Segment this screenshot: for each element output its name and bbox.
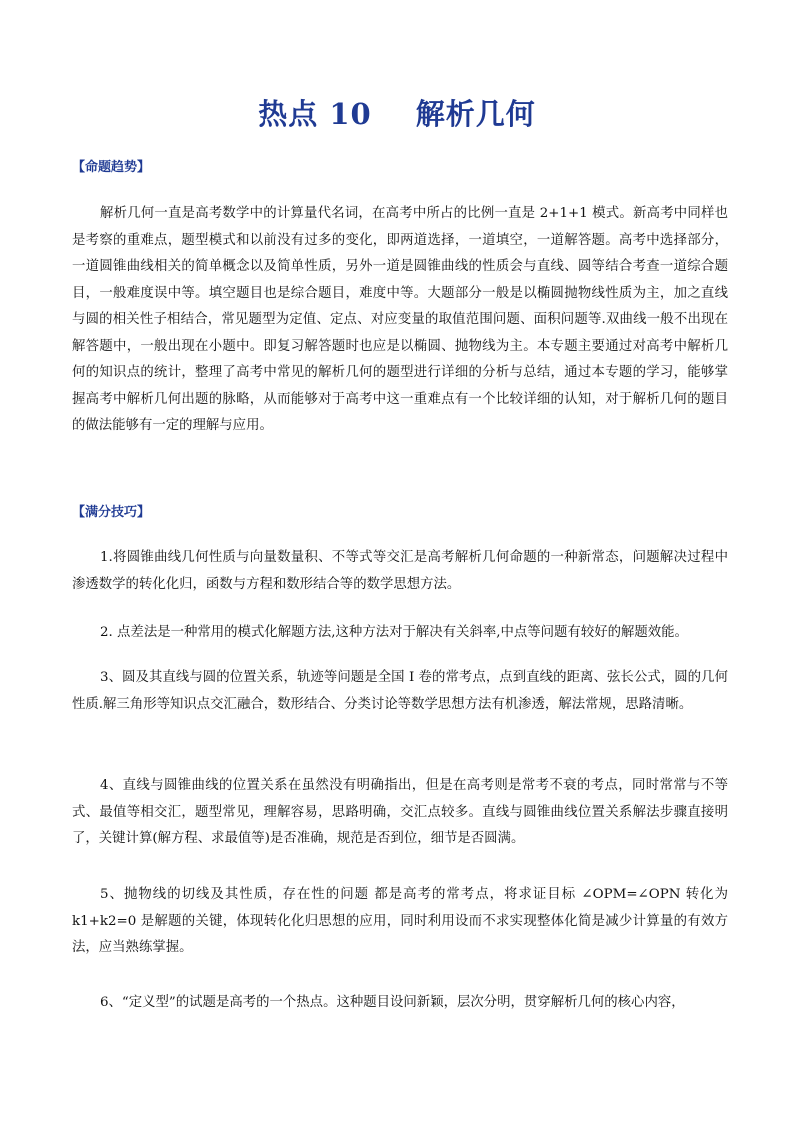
section-heading-skills: 【满分技巧】 — [72, 505, 151, 520]
paragraph-skill-3: 3、圆及其直线与圆的位置关系，轨迹等问题是全国 I 卷的常考点，点到直线的距离、弦长公式，圆的几何性质.解三角形等知识点交汇融合，数形结合、分类讨论等数学思想方法有机渗透，解法常规，思路清晰。 — [72, 670, 728, 712]
paragraph-skill-1: 1.将圆锥曲线几何性质与向量数量积、不等式等交汇是高考解析几何命题的一种新常态，问题解决过程中渗透数学的转化化归，函数与方程和数形结合等的数学思想方法。 — [72, 550, 728, 592]
paragraph-trend: 解析几何一直是高考数学中的计算量代名词，在高考中所占的比例一直是 2+1+1 模式。新高考中同样也是考察的重难点，题型模式和以前没有过多的变化，即两道选择，一道填空，一道解答题。高考中选择部分，一道圆锥曲线相关的简单概念以及简单性质，另外一道是圆锥曲线的性质会与直线、圆等结合考查一道综合题目，一般难度误中等。填空题目也是综合题目，难度中等。大题部分一般是以椭圆抛物线性质为主，加之直线与圆的相关性子相结合，常见题型为定值、定点、对应变量的取值范围问题、面积问题等.双曲线一般不出现在解答题中，一般出现在小题中。即复习解答题时也应是以椭圆、抛物线为主。本专题主要通过对高考中解析几何的知识点的统计，整理了高考中常见的解析几何的题型进行详细的分析与总结，通过本专题的学习，能够掌握高考中解析几何出题的脉略，从而能够对于高考中这一重难点有一个比较详细的认知，对于解析几何的题目的做法能够有一定的理解与应用。 — [72, 206, 728, 433]
paragraph-skill-6: 6、“定义型”的试题是高考的一个热点。这种题目设问新颖，层次分明，贯穿解析几何的核心内容， — [100, 995, 685, 1010]
title-main: 解析几何 — [415, 97, 536, 131]
paragraph-skill-4: 4、直线与圆锥曲线的位置关系在虽然没有明确指出，但是在高考则是常考不衰的考点，同时常常与不等式、最值等相交汇，题型常见，理解容易，思路明确，交汇点较多。直线与圆锥曲线位置关系解法步骤直接明了，关键计算(解方程、求最值等)是否准确，规范是否到位，细节是否圆满。 — [72, 778, 728, 846]
paragraph-skill-5: 5、抛物线的切线及其性质，存在性的问题 都是高考的常考点，将求证目标 ∠OPM=∠OPN 转化为 k1+k2=0 是解题的关键，体现转化化归思想的应用，同时利用设而不求实现整体化简是减少计算量的有效方法，应当熟练掌握。 — [72, 887, 728, 955]
paragraph-skill-2: 2. 点差法是一种常用的模式化解题方法,这种方法对于解决有关斜率,中点等问题有较好的解题效能。 — [100, 625, 688, 640]
section-heading-trend: 【命题趋势】 — [72, 160, 151, 175]
title-prefix: 热点 10 — [258, 97, 372, 131]
page-title — [0, 92, 794, 133]
